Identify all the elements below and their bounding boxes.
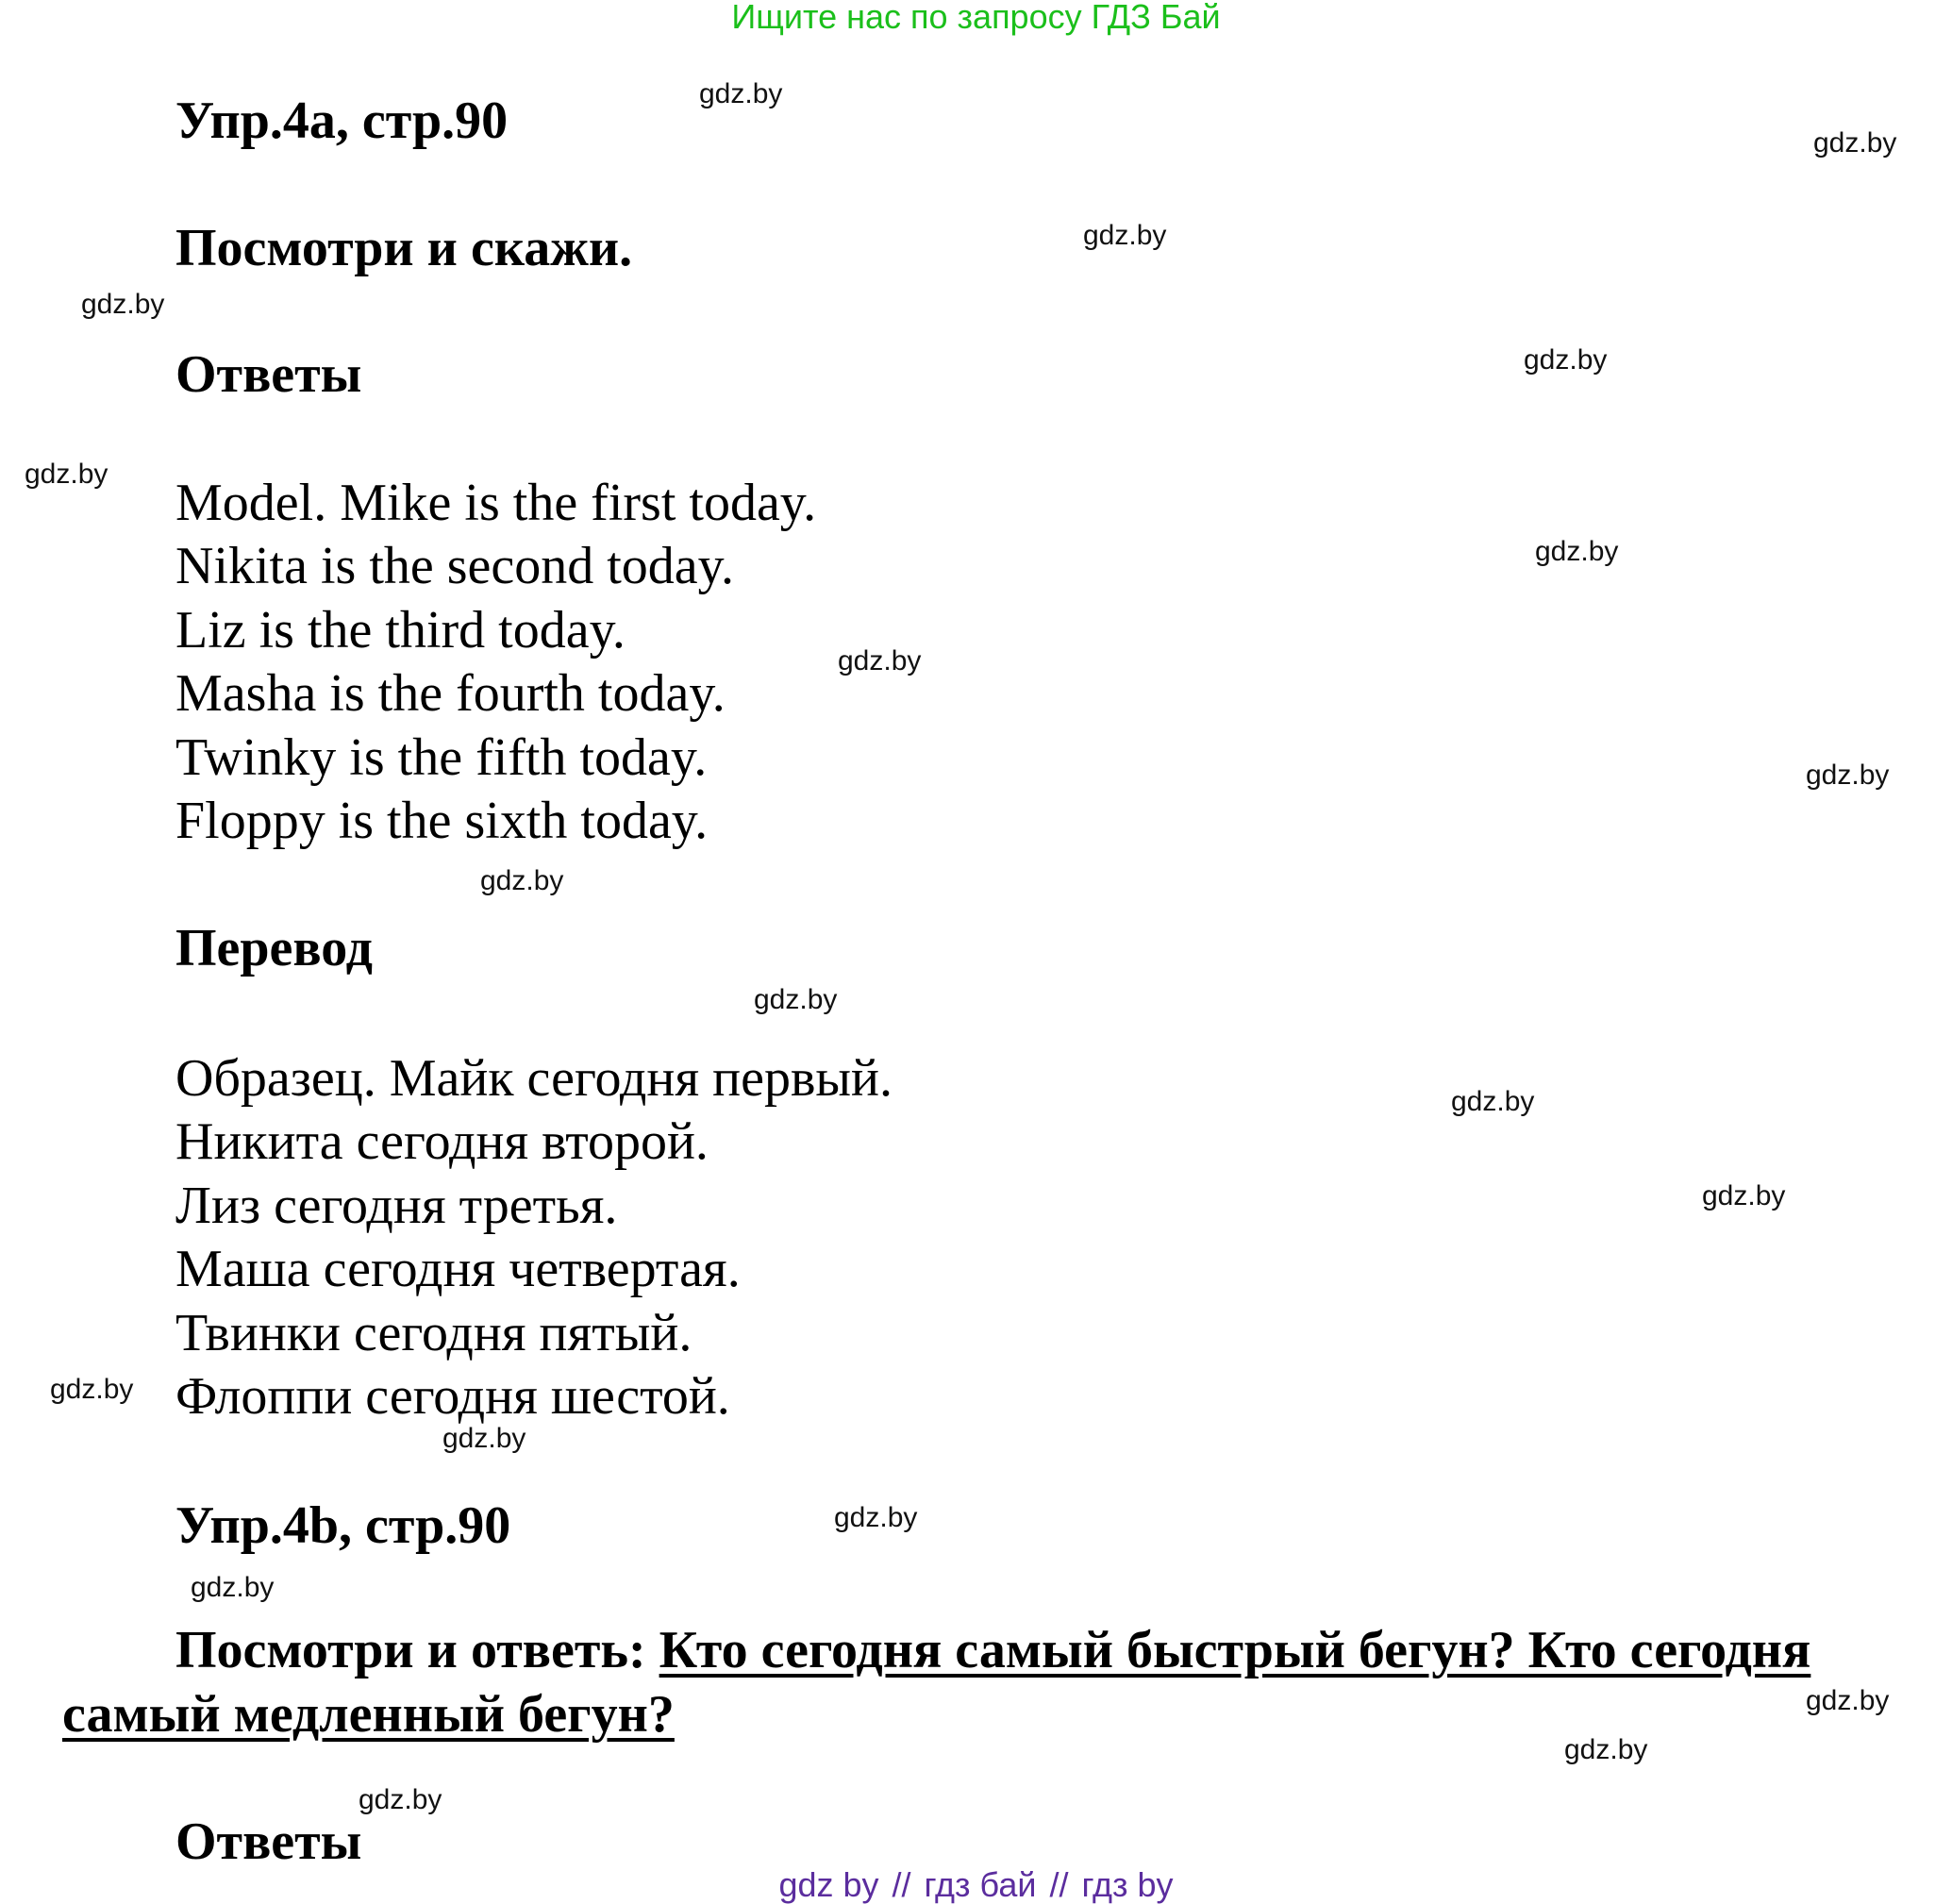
watermark: gdz.by (1806, 1685, 1890, 1716)
exercise-b-instruction: Посмотри и ответь: (175, 1621, 659, 1679)
exercise-b-task (62, 1618, 1911, 1746)
translation-list (175, 1047, 893, 1428)
exercise-b-answers-heading: Ответы (175, 1812, 362, 1871)
exercise-b-title: Упр.4b, стр.90 (175, 1496, 511, 1555)
footer-item: gdz by (778, 1865, 879, 1904)
answer-line: Model. Mike is the first today. (175, 474, 817, 532)
watermark: gdz.by (754, 984, 838, 1015)
footer-item: гдз by (1081, 1865, 1174, 1904)
translation-line: Флоппи сегодня шестой. (175, 1366, 730, 1426)
header-banner: Ищите нас по запросу ГДЗ Бай (731, 0, 1221, 36)
watermark: gdz.by (25, 459, 108, 490)
watermark: gdz.by (1813, 127, 1897, 159)
watermark: gdz.by (191, 1572, 275, 1603)
footer-separator: // (892, 1865, 911, 1904)
answers-list (175, 472, 816, 853)
watermark: gdz.by (1083, 220, 1167, 251)
watermark: gdz.by (699, 78, 783, 109)
answer-line: Twinky is the fifth today. (175, 727, 708, 787)
exercise-a-answers-heading: Ответы (175, 345, 362, 404)
exercise-b-question: Кто сегодня самый быстрый бегун? Кто сегодня самый медленный бегун? (62, 1621, 1811, 1744)
watermark: gdz.by (834, 1502, 918, 1533)
footer-item: гдз бай (924, 1865, 1037, 1904)
watermark: gdz.by (442, 1423, 526, 1454)
watermark: gdz.by (838, 645, 922, 676)
answer-line: Masha is the fourth today. (175, 664, 726, 724)
watermark: gdz.by (1451, 1086, 1535, 1117)
answer-line: Floppy is the sixth today. (175, 791, 709, 850)
translation-line: Лиз сегодня третья. (175, 1176, 618, 1235)
watermark: gdz.by (50, 1374, 134, 1405)
exercise-a-instruction: Посмотри и скажи. (175, 219, 633, 277)
watermark: gdz.by (1535, 536, 1619, 567)
watermark: gdz.by (1524, 344, 1608, 376)
watermark: gdz.by (1564, 1734, 1648, 1765)
watermark: gdz.by (81, 289, 165, 320)
footer-separator: // (1049, 1865, 1069, 1904)
watermark: gdz.by (480, 865, 564, 896)
footer-banner (0, 1865, 1952, 1904)
answer-line: Nikita is the second today. (175, 537, 735, 596)
watermark: gdz.by (1702, 1180, 1786, 1211)
watermark: gdz.by (1806, 760, 1890, 791)
translation-heading: Перевод (175, 919, 373, 977)
translation-line: Твинки сегодня пятый. (175, 1303, 692, 1362)
translation-line: Образец. Майк сегодня первый. (175, 1049, 893, 1108)
answer-line: Liz is the third today. (175, 600, 626, 660)
watermark: gdz.by (359, 1784, 442, 1815)
exercise-a-title: Упр.4a, стр.90 (175, 92, 509, 150)
translation-line: Маша сегодня четвертая. (175, 1240, 741, 1299)
translation-line: Никита сегодня второй. (175, 1112, 709, 1172)
